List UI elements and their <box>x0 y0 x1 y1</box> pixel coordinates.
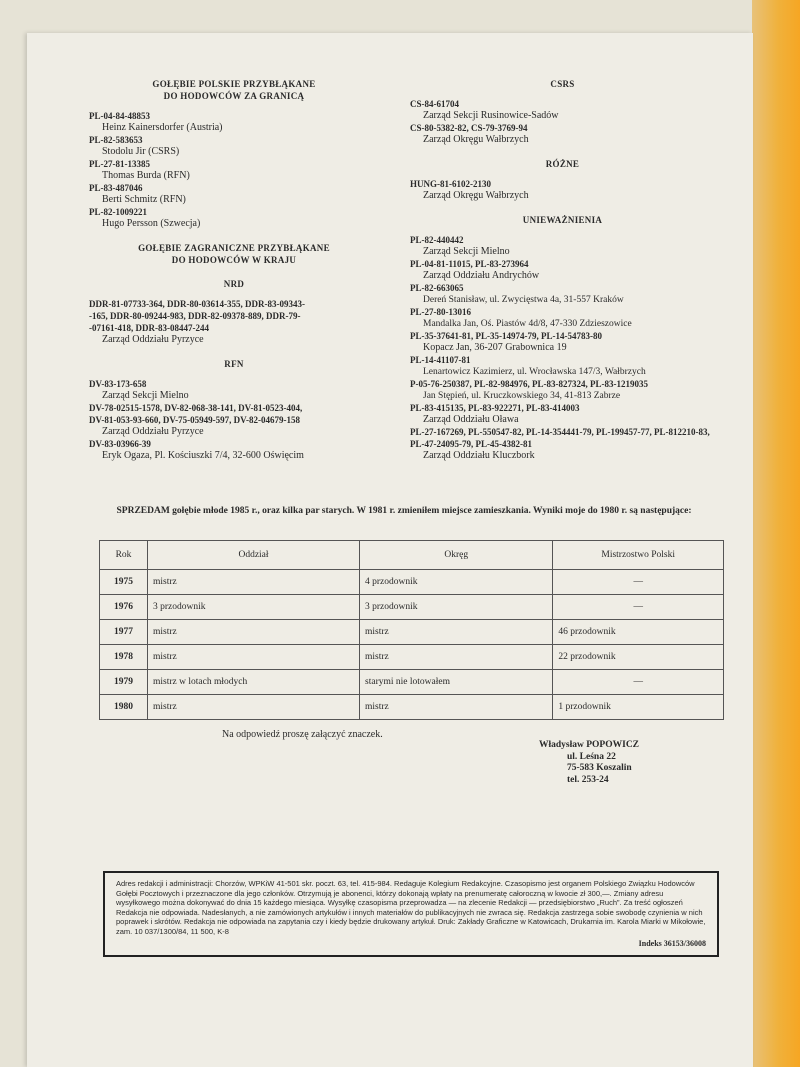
col-mistrzostwo: Mistrzostwo Polski <box>553 541 724 570</box>
heading-polish-abroad: GOŁĘBIE POLSKIE PRZYBŁĄKANE DO HODOWCÓW ZA GRANICĄ <box>152 79 316 101</box>
list-item: PL-82-440442 Zarząd Sekcji Mielno <box>410 235 510 257</box>
list-item: DV-78-02515-1578, DV-82-068-38-141, DV-81-0523-404, <box>89 403 303 413</box>
table-row: 1979 mistrz w lotach młodych starymi nie lotowałem — <box>100 670 724 695</box>
list-item: DV-83-03966-39 Eryk Ogaza, Pl. Kościuszki 7/4, 32-600 Oświęcim <box>89 439 304 461</box>
section-title-nrd: NRD <box>223 279 245 289</box>
list-item: PL-83-415135, PL-83-922271, PL-83-414003 Zarząd Oddziału Oława <box>410 403 580 425</box>
section-title-uniewaznienia: UNIEWAŻNIENIA <box>522 215 603 225</box>
editorial-footer-box <box>103 871 719 957</box>
list-item: PL-83-487046 Berti Schmitz (RFN) <box>89 183 186 205</box>
col-rok: Rok <box>100 541 148 570</box>
list-item: PL-14-41107-81 Lenartowicz Kazimierz, ul. Wrocławska 147/3, Wałbrzych <box>410 355 646 377</box>
abroad-list <box>89 110 379 230</box>
list-item: HUNG-81-6102-2130 Zarząd Okręgu Wałbrzych <box>410 179 529 201</box>
list-item: CS-84-61704 Zarząd Sekcji Rusinowice-Sadów <box>410 99 559 121</box>
orange-edge <box>752 0 800 1067</box>
list-item: PL-04-81-11015, PL-83-273964 Zarząd Oddziału Andrychów <box>410 259 540 281</box>
table-row: 1976 3 przodownik 3 przodownik — <box>100 595 724 620</box>
heading-foreign-domestic: GOŁĘBIE ZAGRANICZNE PRZYBŁĄKANE DO HODOWCÓW W KRAJU <box>138 243 330 265</box>
reply-note: Na odpowiedź proszę załączyć znaczek. <box>222 729 383 740</box>
table-row: 1977 mistrz mistrz 46 przodownik <box>100 620 724 645</box>
list-item: PL-82-583653 Stodolu Jir (CSRS) <box>89 135 180 157</box>
left-column <box>89 78 379 462</box>
nrd-org: Zarząd Oddziału Pyrzyce <box>102 334 204 345</box>
list-item: P-05-76-250387, PL-82-984976, PL-83-827324, PL-83-1219035 Jan Stępień, ul. Kruczkowskiego 34, 41-813 Zabrze <box>410 379 648 401</box>
list-item: PL-27-167269, PL-550547-82, PL-14-354441-79, PL-199457-77, PL-812210-83, PL-47-24095-79, PL-45-4382-81 Zarząd Oddziału Kluczbork <box>410 427 710 461</box>
table-row: 1978 mistrz mistrz 22 przodownik <box>100 645 724 670</box>
advertiser-signature: Władysław POPOWICZ ul. Leśna 22 75-583 Koszalin tel. 253-24 <box>539 740 640 785</box>
cancellations-list <box>410 234 715 462</box>
rfn-list <box>89 378 379 462</box>
table-row: 1980 mistrz mistrz 1 przodownik <box>100 695 724 720</box>
col-okreg: Okręg <box>360 541 553 570</box>
editorial-text: Adres redakcji i administracji: Chorzów, WPKiW 41-501 skr. poczt. 63, tel. 415-984. Redaguje Kolegium Redakcyjne. Czasopismo jest organem Polskiego Związku Hodowców Gołębi Pocztowych i przeznaczone dla jego członków. Otrzymują je abonenci, którzy dokonają wpłaty na prenumeratę całoroczną w kwocie zł 300,—. Zmiany adresu wysyłkowego można dokonywać do dnia 15 każdego miesiąca. Wysyłkę czasopisma przeprowadza — na zlecenie Redakcji — przedsiębiorstwo „Ruch”. Za treść ogłoszeń Redakcja nie odpowiada. Nadesłanych, a nie zamówionych artykułów i innych materiałów do publikacyjnych nie zwraca się. Redakcja zastrzega sobie swobodę czynienia w nich poprawek i skrótów. Redakcja nie odpowiada na zapytania czy i kiedy będzie drukowany artykuł. Druk: Zakłady Graficzne w Katowicach, Drukarnia im. Karola Miarki w Mikołowie, zam. 10 037/1300/84, 11 500, K-8 <box>116 879 706 936</box>
list-item: PL-27-81-13385 Thomas Burda (RFN) <box>89 159 190 181</box>
sale-advert-text: SPRZEDAM gołębie młode 1985 r., oraz kilka par starych. W 1981 r. zmieniłem miejsce zamieszkania. Wyniki moje do 1980 r. są następujące: <box>116 506 692 516</box>
list-item: PL-27-80-13016 Mandalka Jan, Oś. Piastów 4d/8, 47-330 Zdzieszowice <box>410 307 632 329</box>
section-title-rfn: RFN <box>224 359 244 369</box>
list-item: DV-81-053-93-660, DV-75-05949-597, DV-82-04679-158 Zarząd Oddziału Pyrzyce <box>89 415 300 437</box>
col-oddzial: Oddział <box>148 541 360 570</box>
table-header-row <box>100 541 724 570</box>
section-title-csrs: CSRS <box>550 79 575 89</box>
page-sheet <box>27 33 753 1067</box>
section-title-rozne: RÓŻNE <box>545 159 580 169</box>
list-item: PL-04-84-48853 Heinz Kainersdorfer (Austria) <box>89 111 223 133</box>
table-row: 1975 mistrz 4 przodownik — <box>100 570 724 595</box>
list-item: PL-82-1009221 Hugo Persson (Szwecja) <box>89 207 201 229</box>
results-table <box>99 540 724 720</box>
list-item: DV-83-173-658 Zarząd Sekcji Mielno <box>89 379 189 401</box>
list-item: CS-80-5382-82, CS-79-3769-94 Zarząd Okręgu Wałbrzych <box>410 123 529 145</box>
index-number: Indeks 36153/36008 <box>638 939 706 948</box>
list-item: PL-35-37641-81, PL-35-14974-79, PL-14-54783-80 Kopacz Jan, 36-207 Grabownica 19 <box>410 331 602 353</box>
csrs-list <box>410 98 715 146</box>
list-item: PL-82-663065 Dereń Stanisław, ul. Zwycięstwa 4a, 31-557 Kraków <box>410 283 624 305</box>
nrd-codes: DDR-81-07733-364, DDR-80-03614-355, DDR-83-09343- -165, DDR-80-09244-983, DDR-82-09378-889, DDR-79- -07161-418, DDR-83-08447-244 <box>89 299 305 333</box>
right-column <box>410 78 715 462</box>
